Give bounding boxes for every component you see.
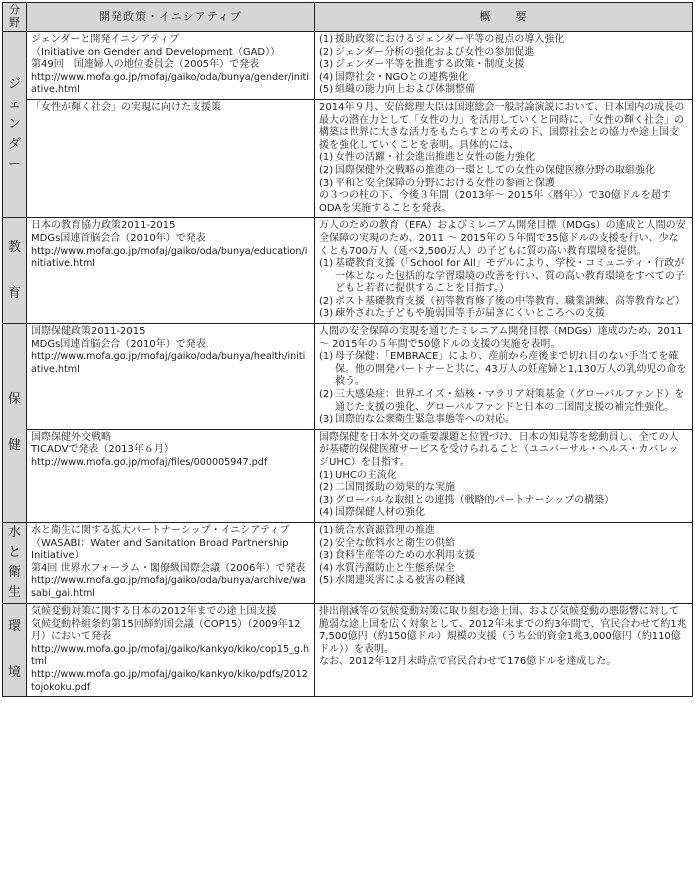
item-number: (1)	[319, 524, 334, 536]
summary-item	[319, 414, 688, 427]
item-text: 統合水資源管理の推進	[335, 524, 435, 536]
category-cell	[3, 324, 27, 523]
item-number: (3)	[319, 414, 334, 426]
summary-item	[319, 495, 688, 508]
item-text: 平和と安全保障の分野における女性の参画と保護	[335, 177, 555, 189]
summary-item	[319, 47, 688, 60]
initiative-name: 「女性が輝く社会」の実現に向けた支援策	[31, 101, 221, 113]
summary-item	[319, 72, 688, 85]
summary-item	[319, 389, 688, 414]
table-row	[3, 603, 693, 696]
table-row	[3, 429, 693, 522]
item-number: (3)	[319, 308, 334, 320]
summary-item	[319, 538, 688, 551]
item-number: (3)	[319, 550, 334, 562]
initiative-name: 気候変動枠組条約第15回締約国会議（COP15）（2009年12月）において発表	[31, 618, 301, 643]
item-text: グローバルな取組との連携（戦略的パートナーシップの構築）	[335, 494, 615, 506]
initiative-name: MDGs国連首脳会合（2010年）で発表	[31, 232, 206, 244]
item-text: UHCの主流化	[335, 469, 397, 481]
item-number: (4)	[319, 71, 334, 83]
summary-item	[319, 507, 688, 520]
item-number: (3)	[319, 59, 334, 71]
table-row	[3, 32, 693, 100]
initiative-name: 水と衛生に関する拡大パートナーシップ・イニシアティブ	[31, 524, 290, 536]
summary-item	[319, 470, 688, 483]
initiative-url[interactable]: http://www.mofa.go.jp/mofaj/gaiko/kankyo/kiko/pdfs/2012tojokoku.pdf	[31, 668, 308, 693]
initiative-url[interactable]: http://www.mofa.go.jp/mofaj/gaiko/oda/bunya/education/initiative.html	[31, 245, 308, 270]
table-row	[3, 218, 693, 324]
summary-item	[319, 165, 688, 178]
item-number: (5)	[319, 575, 334, 587]
summary-cell	[315, 324, 693, 430]
initiative-name: 気候変動対策に関する日本の2012年までの途上国支援	[31, 605, 277, 617]
initiative-cell	[27, 324, 315, 430]
item-number: (2)	[319, 482, 334, 494]
summary-item	[319, 84, 688, 97]
item-text: 国際社会・NGOとの連携強化	[335, 71, 469, 83]
item-number: (4)	[319, 562, 334, 574]
initiative-name: ジェンダーと開発イニシアティブ	[31, 34, 180, 45]
item-text: 水関連災害による被害の軽減	[335, 575, 465, 587]
summary-cell	[315, 218, 693, 324]
summary-cell	[315, 429, 693, 522]
item-number: (2)	[319, 46, 334, 58]
initiative-url[interactable]: http://www.mofa.go.jp/mofaj/gaiko/oda/bunya/health/initiative.html	[31, 351, 306, 375]
initiative-name: 日本の教育協力政策2011-2015	[31, 220, 176, 232]
initiative-name: 国際保健政策2011-2015	[31, 326, 146, 338]
initiative-cell	[27, 218, 315, 324]
table-row	[3, 522, 693, 603]
header-initiative: 開発政策・イニシアティブ	[27, 3, 315, 32]
initiative-name: 第4回 世界水フォーラム・閣僚級国際会議（2006年）で発表	[31, 562, 306, 574]
item-text: 援助政策におけるジェンダー平等の視点の導入強化	[335, 34, 565, 45]
table-row	[3, 324, 693, 430]
table-header-row	[3, 3, 693, 32]
summary-paragraph: 2014年９月、安倍総理大臣は国連総会一般討論演説において、日本国内の成長の最大の潜在力として「女性の力」を活用していくと同時に、「女性の輝く社会」の構築は世界に大きな活力をもたらすとの考えの下、国際社会との協力や途上国支援を強化していくことを表明。具体的には、	[319, 101, 685, 151]
item-text: 国際的な公衆衛生緊急事態等への対応。	[335, 414, 515, 426]
item-number: (4)	[319, 507, 334, 519]
summary-item	[319, 575, 688, 588]
summary-cell	[315, 603, 693, 696]
category-label: 教育	[7, 239, 21, 301]
category-cell	[3, 218, 27, 324]
category-label: 環境	[7, 619, 21, 681]
summary-footer: なお、2012年12月末時点で官民合わせて176億ドルを達成した。	[319, 656, 617, 668]
initiative-url[interactable]: http://www.mofa.go.jp/mofaj/gaiko/kankyo/kiko/cop15_g.html	[31, 643, 310, 668]
item-text: ジェンダー平等を推進する政策・制度支援	[335, 59, 525, 71]
initiative-cell	[27, 429, 315, 522]
category-label: ジェンダー	[7, 76, 21, 172]
summary-item	[319, 178, 688, 191]
policy-table	[2, 2, 693, 697]
item-text: 水質汚濁防止と生態系保全	[335, 562, 455, 574]
initiative-name: 国際保健外交戦略	[31, 431, 111, 443]
item-text: 国際保健人材の強化	[335, 507, 425, 519]
initiative-name: MDGs国連首脳会合（2010年）で発表	[31, 338, 206, 350]
initiative-url[interactable]: http://www.mofa.go.jp/mofaj/gaiko/oda/bunya/archive/wasabi_gai.html	[31, 575, 307, 599]
item-text: 女性の活躍・社会進出推進と女性の能力強化	[335, 152, 535, 164]
category-cell	[3, 603, 27, 696]
item-number: (2)	[319, 389, 334, 401]
summary-cell	[315, 32, 693, 100]
summary-item	[319, 34, 688, 47]
header-summary: 概 要	[315, 3, 693, 32]
table-row	[3, 99, 693, 217]
item-text: 食料生産等のための水利用支援	[335, 550, 475, 562]
item-text: 二国間援助の効果的な実施	[335, 482, 455, 494]
header-category: 分野	[3, 3, 27, 32]
initiative-name: （Initiative on Gender and Development（GAD））	[31, 46, 281, 58]
summary-footer: の３つの柱の下、今後３年間（2013年～ 2015年〈暦年〉）で30億ドルを超すODAを実施することを発表。	[319, 190, 671, 214]
category-cell	[3, 32, 27, 218]
item-number: (1)	[319, 351, 334, 363]
item-text: 疎外された子どもや脆弱国等手が届きにくいところへの支援	[335, 308, 605, 320]
summary-paragraph: 排出削減等の気候変動対策に取り組む途上国、および気候変動の悪影響に対して脆弱な途上国を広く対象として、2012年末までの約3年間で、官民合わせて約1兆7,500億円（約150億ドル）規模の支援（うち公的資金1兆3,000億円（約110億ドル））を表明。	[319, 605, 687, 655]
category-cell	[3, 522, 27, 603]
item-number: (3)	[319, 177, 334, 189]
item-number: (2)	[319, 537, 334, 549]
item-number: (5)	[319, 84, 334, 96]
initiative-name: 第49回 国連婦人の地位委員会（2005年）で発表	[31, 59, 260, 71]
initiative-cell	[27, 603, 315, 696]
initiative-name: TICADⅤで発表（2013年６月）	[31, 444, 174, 456]
initiative-name: （WASABI：Water and Sanitation Broad Partnership Initiative）	[31, 537, 289, 562]
item-number: (2)	[319, 295, 334, 307]
summary-item	[319, 152, 688, 165]
item-text: 組織の能力向上および体制整備	[335, 84, 475, 96]
item-number: (1)	[319, 34, 334, 45]
summary-item	[319, 296, 688, 309]
summary-item	[319, 258, 688, 296]
category-label: 水と衛生	[7, 524, 21, 600]
summary-paragraph: 国際保健を日本外交の重要課題と位置づけ、日本の知見等を総動員し、全ての人が基礎的保健医療サービスを受けられること（ユニバーサル・ヘルス・カバレッジUHC）を目指す。	[319, 431, 679, 468]
table-body	[3, 32, 693, 697]
item-number: (1)	[319, 469, 334, 481]
summary-item	[319, 308, 688, 321]
item-text: 基礎教育支援（「School for All」モデルにより、学校・コミュニティ・行政が一体となった包括的な学習環境の改善を行い、質の高い教育環境をすべての子どもと若者に提供することを目指す。）	[335, 258, 685, 295]
initiative-cell	[27, 522, 315, 603]
summary-item	[319, 563, 688, 576]
item-text: 安全な飲料水と衛生の供給	[335, 537, 455, 549]
summary-cell	[315, 99, 693, 217]
initiative-cell	[27, 32, 315, 100]
item-text: ポスト基礎教育支援（初等教育修了後の中等教育、職業訓練、高等教育など）	[335, 295, 685, 307]
item-number: (1)	[319, 152, 334, 164]
item-text: 三大感染症：世界エイズ・結核・マラリア対策基金（グローバルファンド）を通じた支援の強化、グローバルファンドと日本の二国間支援の補完性強化。	[335, 389, 685, 413]
summary-item	[319, 550, 688, 563]
initiative-url[interactable]: http://www.mofa.go.jp/mofaj/gaiko/oda/bunya/gender/initiative.html	[31, 71, 309, 96]
initiative-url[interactable]: http://www.mofa.go.jp/mofaj/files/000005947.pdf	[31, 457, 268, 468]
category-label: 保健	[7, 392, 21, 454]
item-number: (2)	[319, 164, 334, 176]
summary-paragraph: 人間の安全保障の実現を通じたミレニアム開発目標（MDGs）達成のため、2011 ～ 2015年の５年間で50億ドルの支援の実施を表明。	[319, 326, 683, 350]
initiative-cell	[27, 99, 315, 217]
summary-item	[319, 351, 688, 389]
item-number: (1)	[319, 258, 334, 270]
summary-item	[319, 59, 688, 72]
item-number: (3)	[319, 494, 334, 506]
summary-cell	[315, 522, 693, 603]
summary-item	[319, 482, 688, 495]
item-text: ジェンダー分析の強化および女性の参加促進	[335, 46, 535, 58]
summary-paragraph: 万人のための教育（EFA）およびミレニアム開発目標（MDGs）の達成と人間の安全保障の実現のため、2011 ～ 2015年の５年間で35億ドルの支援を行い、少なくとも700万人（延べ2,500万人）の子どもに質の高い教育環境を提供。	[319, 220, 686, 257]
item-text: 母子保健：「EMBRACE」により、産前から産後まで切れ目のない手当てを確保。他の開発パートナーと共に、43万人の妊産婦と1,130万人の乳幼児の命を救う。	[335, 351, 687, 388]
summary-item	[319, 525, 688, 538]
item-text: 国際保健外交戦略の推進の一環としての女性の保健医療分野の取組強化	[335, 164, 655, 176]
